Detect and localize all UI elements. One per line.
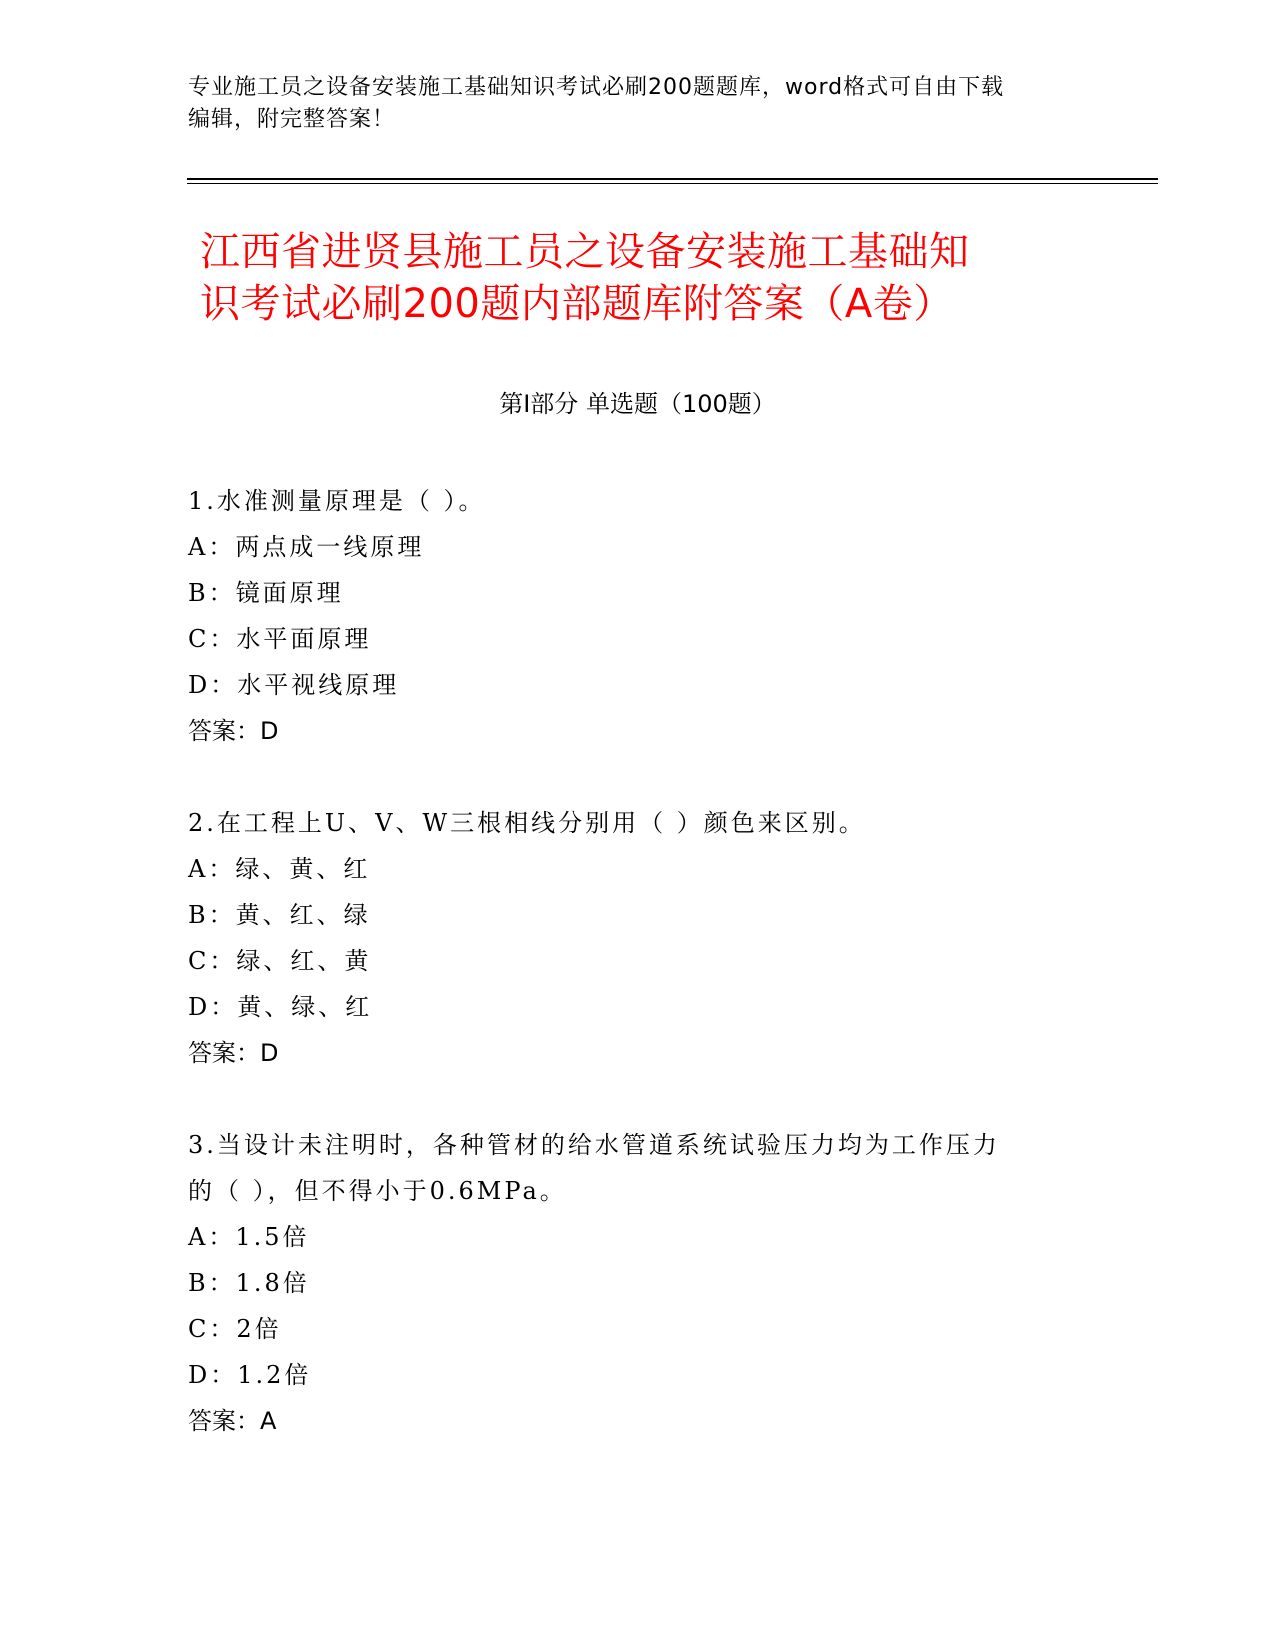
document-title-line-2: 识考试必刷200题内部题库附答案（A卷） — [200, 281, 954, 327]
option-d: D：黄、绿、红 — [188, 993, 373, 1021]
document-title — [200, 226, 1100, 330]
header-divider-thin — [187, 183, 1158, 184]
option-d: D：水平视线原理 — [188, 671, 400, 699]
option-a: A：两点成一线原理 — [188, 533, 425, 561]
option-b: B：1.8倍 — [188, 1269, 310, 1297]
header-note-line-1: 专业施工员之设备安装施工基础知识考试必刷200题题库，word格式可自由下载 — [188, 75, 1005, 100]
question-text-line-2: 的（ ），但不得小于0.6MPa。 — [188, 1177, 567, 1205]
section-title: 第Ⅰ部分 单选题（100题） — [499, 390, 776, 418]
answer: 答案：D — [188, 717, 279, 745]
header-note-line-2: 编辑，附完整答案！ — [188, 107, 396, 132]
option-c: C：2倍 — [188, 1315, 282, 1343]
header-note — [188, 72, 1068, 136]
option-a: A：1.5倍 — [188, 1223, 310, 1251]
question-list — [188, 478, 1088, 1490]
option-c: C：绿、红、黄 — [188, 947, 372, 975]
answer: 答案：D — [188, 1039, 279, 1067]
option-b: B：黄、红、绿 — [188, 901, 371, 929]
header-divider-thick — [187, 178, 1158, 180]
option-c: C：水平面原理 — [188, 625, 372, 653]
answer: 答案：A — [188, 1407, 277, 1435]
question-text: 2.在工程上U、V、W三根相线分别用（ ）颜色来区别。 — [188, 809, 866, 837]
option-a: A：绿、黄、红 — [188, 855, 371, 883]
document-title-line-1: 江西省进贤县施工员之设备安装施工基础知 — [200, 229, 970, 275]
question-text: 1.水准测量原理是（ ）。 — [188, 487, 486, 515]
option-b: B：镜面原理 — [188, 579, 344, 607]
question-2 — [188, 800, 1088, 1076]
option-d: D：1.2倍 — [188, 1361, 312, 1389]
question-3 — [188, 1122, 1088, 1444]
question-text-line-1: 3.当设计未注明时，各种管材的给水管道系统试验压力均为工作压力 — [188, 1131, 1000, 1159]
question-1 — [188, 478, 1088, 754]
